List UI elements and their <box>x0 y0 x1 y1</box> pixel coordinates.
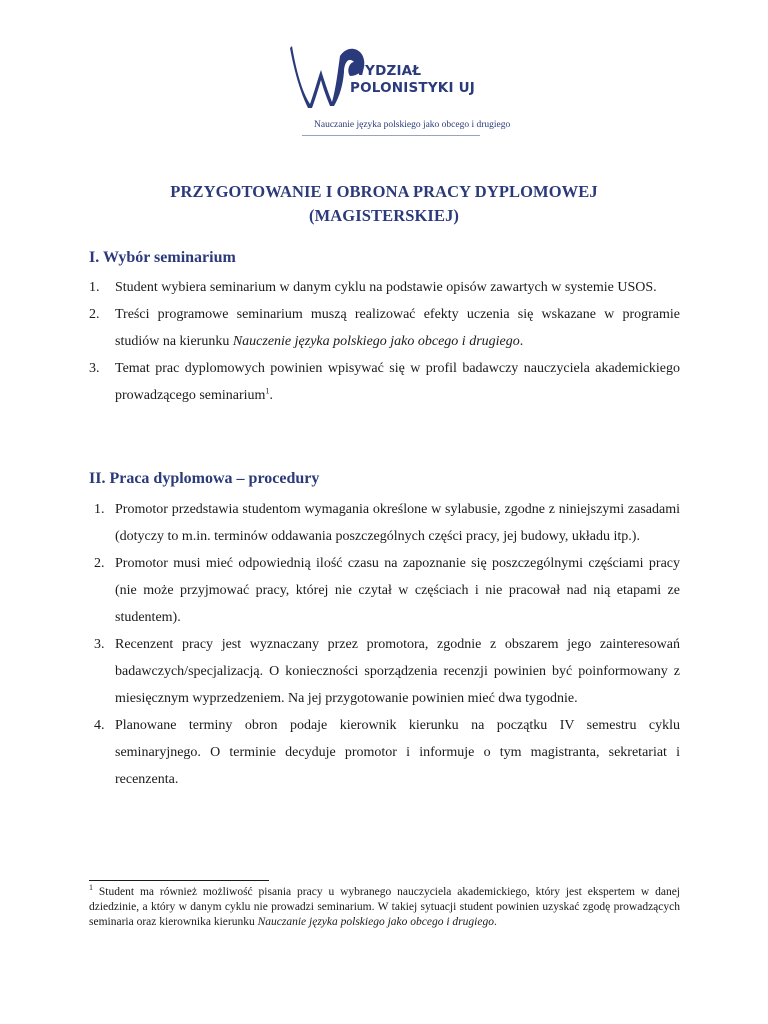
list-item-text-wrap <box>115 355 680 409</box>
logo-divider <box>302 135 480 136</box>
list-item-number: 1. <box>94 502 105 517</box>
footnote-italic: Nauczanie języka polskiego jako obcego i drugiego <box>257 916 494 928</box>
list-item-number: 3. <box>94 637 105 652</box>
list-item-text: Recenzent pracy jest wyznaczany przez promotora, zgodnie z obszarem jego zainteresowań badawczych/specjalizacją. O konieczności sporządzenia recenzji powinien być poinformowany z miesięcznym wyprzedzeniem. Na jej przygotowanie powinien mieć dwa tygodnie. <box>115 637 680 706</box>
list-item-text: Treści programowe seminarium muszą realizować efekty uczenia się wskazane w programie studiów na kierunku <box>115 307 680 349</box>
faculty-logo-title <box>350 63 500 97</box>
list-item <box>89 274 680 301</box>
footnote <box>89 885 680 930</box>
list-item-number: 2. <box>94 556 105 571</box>
section-heading: I. Wybór seminarium <box>89 249 236 266</box>
footnote-text: Student ma również możliwość pisania pracy u wybranego nauczyciela akademickiego, który jest ekspertem w danej dziedzinie, a który w danym cyklu nie prowadzi seminarium. W takiej sytuacji student powinien uzyskać zgodę prowadzących seminaria oraz kierownika kierunku <box>89 886 680 928</box>
list-item-text: Temat prac dyplomowych powinien wpisywać się w profil badawczy nauczyciela akademickiego prowadzącego seminarium <box>115 361 680 403</box>
logo-title-line-1: WYDZIAŁ <box>350 63 422 79</box>
list-item-number: 3. <box>89 361 100 376</box>
logo-title-line-2: POLONISTYKI UJ <box>350 80 475 96</box>
list-item-text: Planowane terminy obron podaje kierownik kierunku na początku IV semestru cyklu seminaryjnego. O terminie decyduje promotor i informuje o tym magistranta, sekretariat i recenzenta. <box>115 718 680 787</box>
list-item <box>89 301 680 355</box>
list-item-number: 2. <box>89 307 100 322</box>
footnote-after: . <box>493 916 497 928</box>
faculty-logo <box>284 40 511 140</box>
section-heading: II. Praca dyplomowa – procedury <box>89 470 320 487</box>
section-list <box>89 274 680 409</box>
list-item-number: 4. <box>94 718 105 733</box>
list-item <box>89 550 680 631</box>
footnote-reference: 1 <box>265 386 270 396</box>
list-item-number: 1. <box>89 280 100 295</box>
document-title-line-2: (MAGISTERSKIEJ) <box>308 206 460 225</box>
list-item <box>89 712 680 793</box>
document-title-line-1: PRZYGOTOWANIE I OBRONA PRACY DYPLOMOWEJ <box>170 182 598 201</box>
list-item <box>89 496 680 550</box>
list-item <box>89 355 680 409</box>
section-list <box>89 496 680 793</box>
list-item-text-wrap <box>115 301 680 355</box>
list-item-text: Promotor przedstawia studentom wymagania określone w sylabusie, zgodne z niniejszymi zasadami (dotyczy to m.in. terminów oddawania poszczególnych części pracy, jej budowy, układu itp.). <box>115 502 680 544</box>
logo-subtitle: Nauczanie języka polskiego jako obcego i drugiego <box>314 120 511 130</box>
list-item-text: Student wybiera seminarium w danym cyklu na podstawie opisów zawartych w systemie USOS. <box>115 280 657 295</box>
list-item-after: . <box>519 334 524 349</box>
footnote-divider <box>89 880 269 881</box>
document-title <box>0 180 768 228</box>
list-item-after: . <box>269 388 273 403</box>
footnote-marker: 1 <box>89 883 93 893</box>
list-item <box>89 631 680 712</box>
list-item-text: Promotor musi mieć odpowiednią ilość czasu na zapoznanie się poszczególnymi częściami pracy (nie może przyjmować pracy, której nie czytał w częściach i nie pracował nad nią etapami ze studentem). <box>115 556 680 625</box>
list-item-italic: Nauczenie języka polskiego jako obcego i drugiego <box>232 334 520 349</box>
